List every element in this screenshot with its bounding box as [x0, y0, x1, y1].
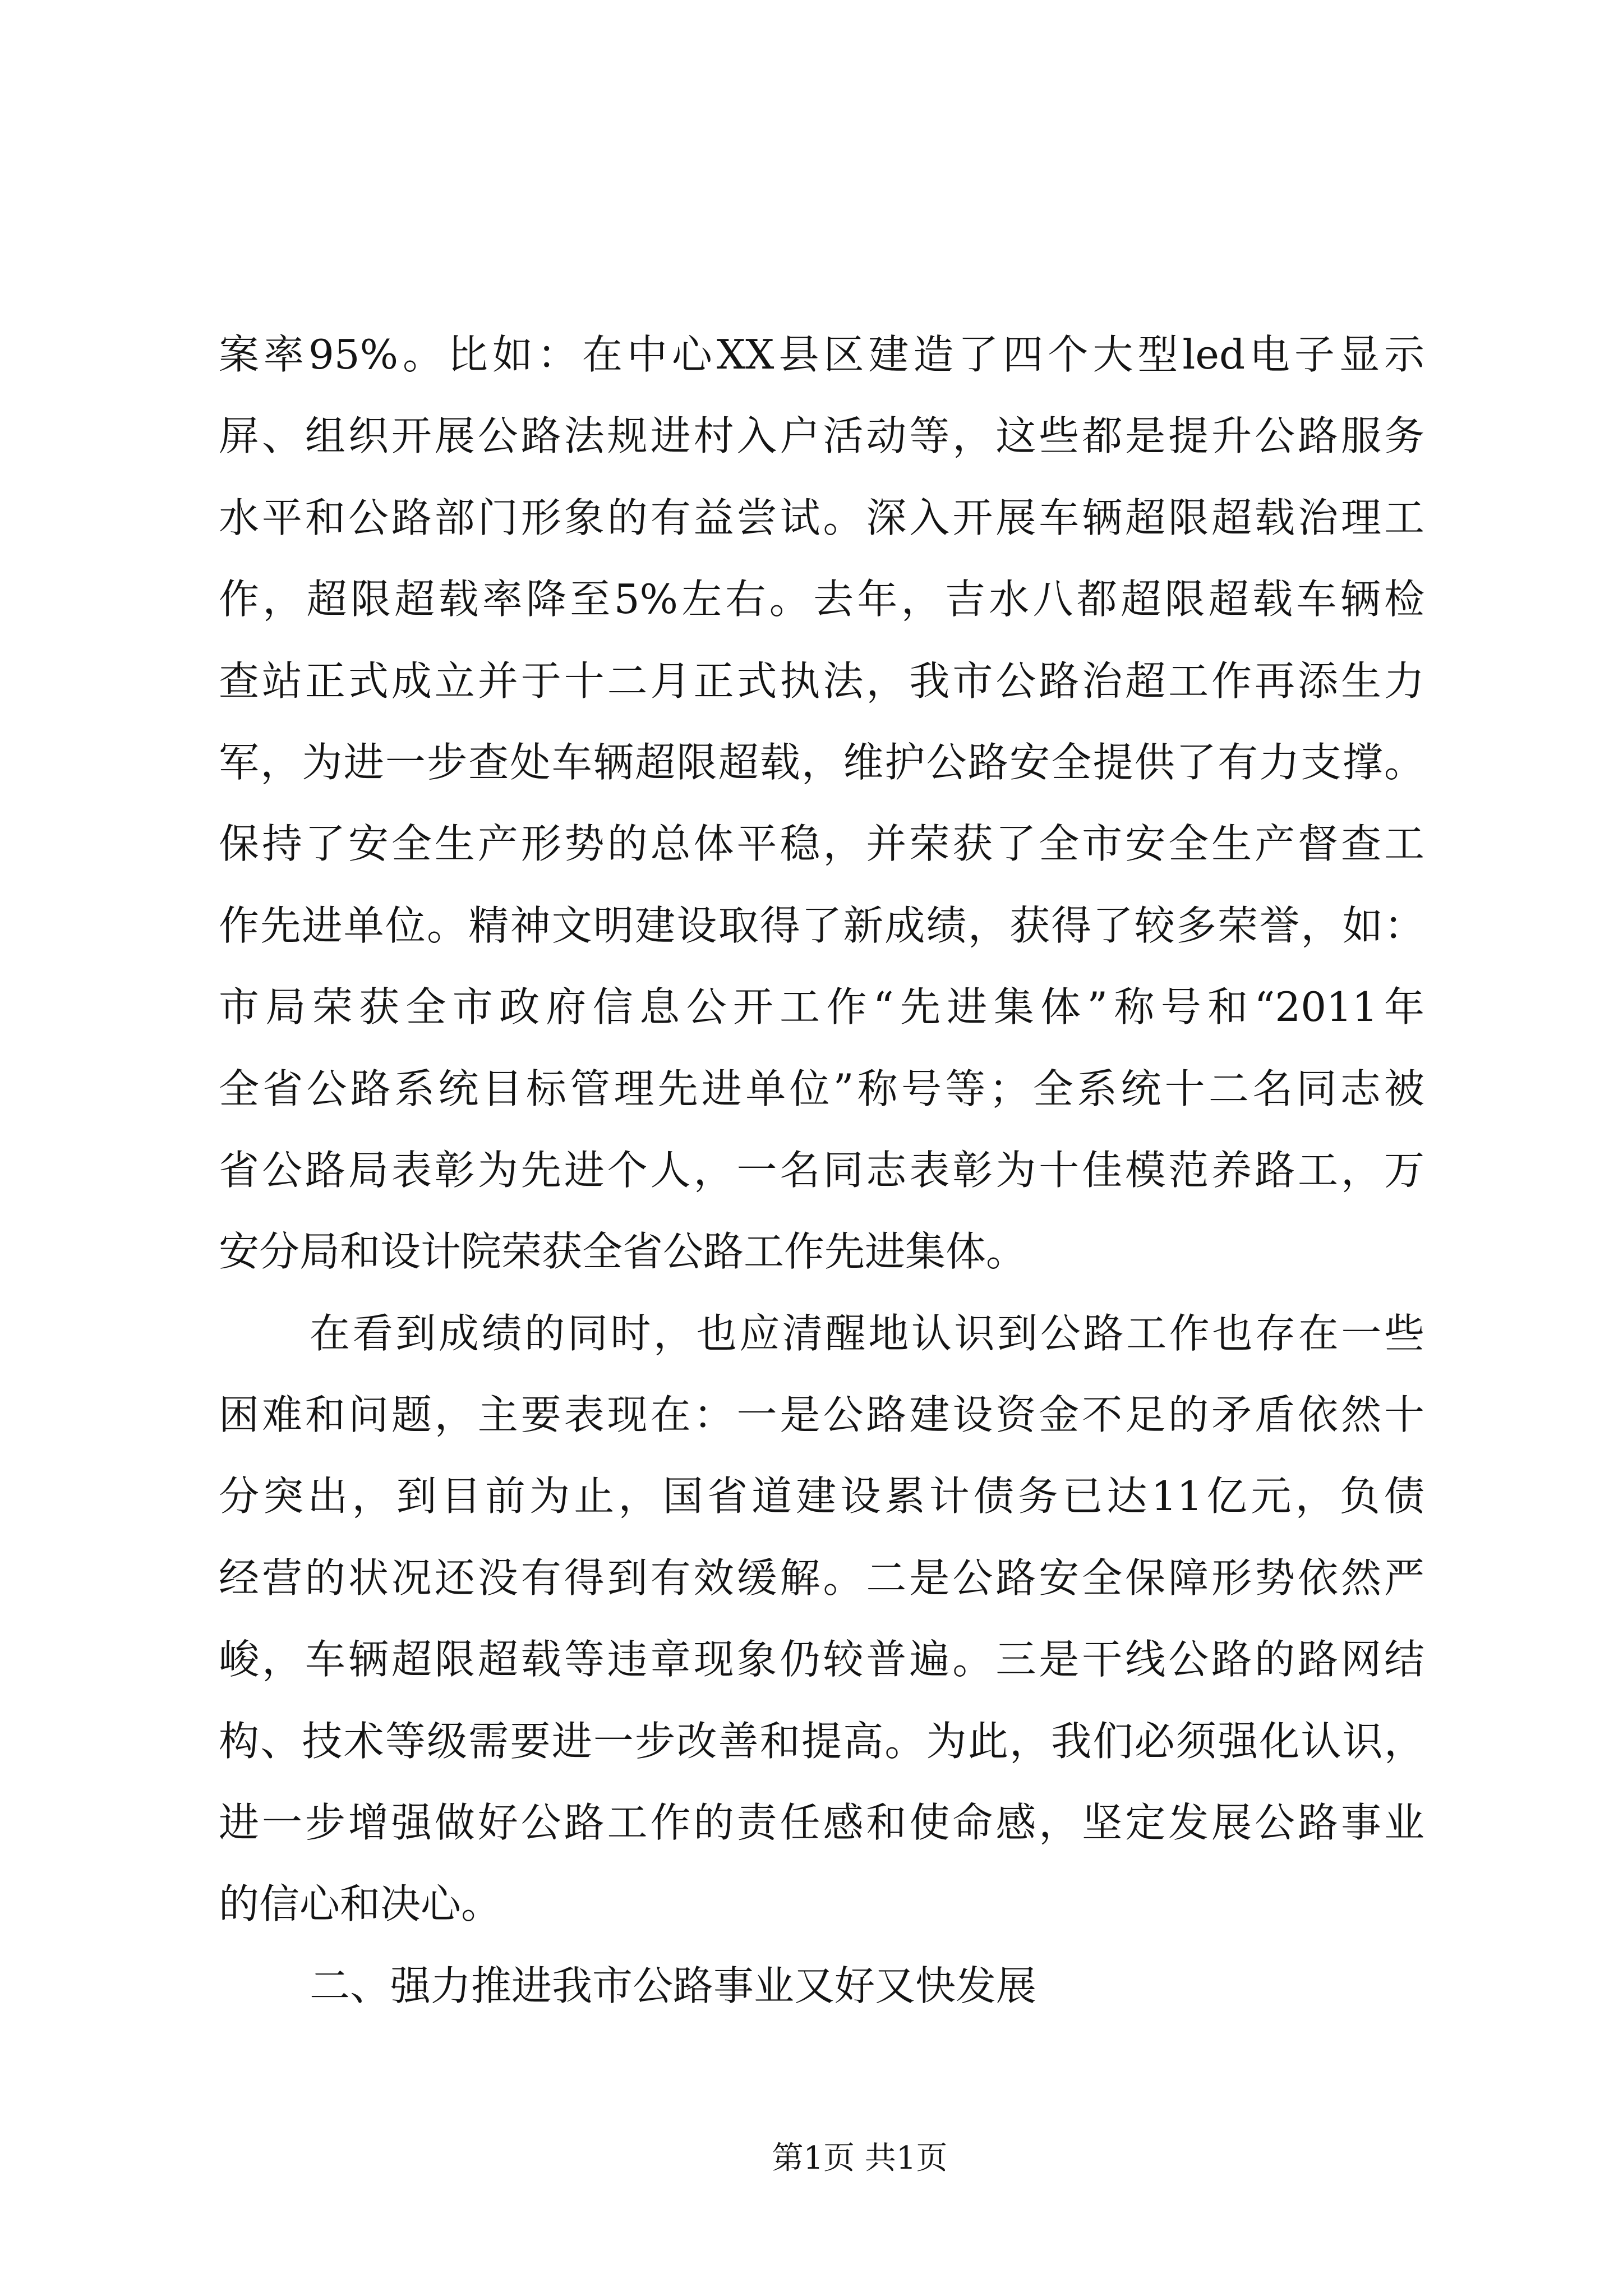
paragraph-line: 查站正式成立并于十二月正式执法，我市公路治超工作再添生力 — [219, 657, 1424, 705]
paragraph-line: 进一步增强做好公路工作的责任感和使命感，坚定发展公路事业 — [219, 1799, 1424, 1847]
paragraph — [219, 1293, 1424, 1945]
document-body — [219, 314, 1424, 2027]
paragraph-line: 构、技术等级需要进一步改善和提高。为此，我们必须强化认识， — [219, 1717, 1424, 1765]
page-number: 第1页 共1页 — [772, 2140, 948, 2177]
paragraph-line: 军，为进一步查处车辆超限超载，维护公路安全提供了有力支撑。 — [219, 738, 1424, 786]
paragraph-line: 屏、组织开展公路法规进村入户活动等，这些都是提升公路服务 — [219, 412, 1424, 460]
paragraph-line: 水平和公路部门形象的有益尝试。深入开展车辆超限超载治理工 — [219, 494, 1424, 541]
section-heading: 二、强力推进我市公路事业又好又快发展 — [310, 1962, 1037, 2009]
paragraph-line: 作先进单位。精神文明建设取得了新成绩，获得了较多荣誉，如： — [219, 901, 1424, 949]
paragraph-line: 困难和问题，主要表现在：一是公路建设资金不足的矛盾依然十 — [219, 1391, 1424, 1439]
paragraph-line: 分突出，到目前为止，国省道建设累计债务已达11亿元，负债 — [219, 1473, 1424, 1520]
paragraph-line: 安分局和设计院荣获全省公路工作先进集体。 — [219, 1228, 1027, 1276]
paragraph-line: 峻，车辆超限超载等违章现象仍较普遍。三是干线公路的路网结 — [219, 1636, 1424, 1683]
paragraph-line: 保持了安全生产形势的总体平稳，并荣获了全市安全生产督查工 — [219, 820, 1424, 868]
paragraph-line: 经营的状况还没有得到有效缓解。二是公路安全保障形势依然严 — [219, 1554, 1424, 1602]
paragraph-line: 全省公路系统目标管理先进单位”称号等；全系统十二名同志被 — [219, 1065, 1424, 1112]
paragraph-line: 市局荣获全市政府信息公开工作“先进集体”称号和“2011年 — [219, 983, 1424, 1031]
paragraph-line: 案率95%。比如：在中心XX县区建造了四个大型led电子显示 — [219, 331, 1424, 378]
paragraph-line: 省公路局表彰为先进个人，一名同志表彰为十佳模范养路工，万 — [219, 1146, 1424, 1194]
paragraph-line: 在看到成绩的同时，也应清醒地认识到公路工作也存在一些 — [310, 1309, 1424, 1357]
paragraph-line: 作，超限超载率降至5%左右。去年，吉水八都超限超载车辆检 — [219, 576, 1424, 623]
paragraph — [219, 314, 1424, 1293]
paragraph-line: 的信心和决心。 — [219, 1880, 502, 1928]
